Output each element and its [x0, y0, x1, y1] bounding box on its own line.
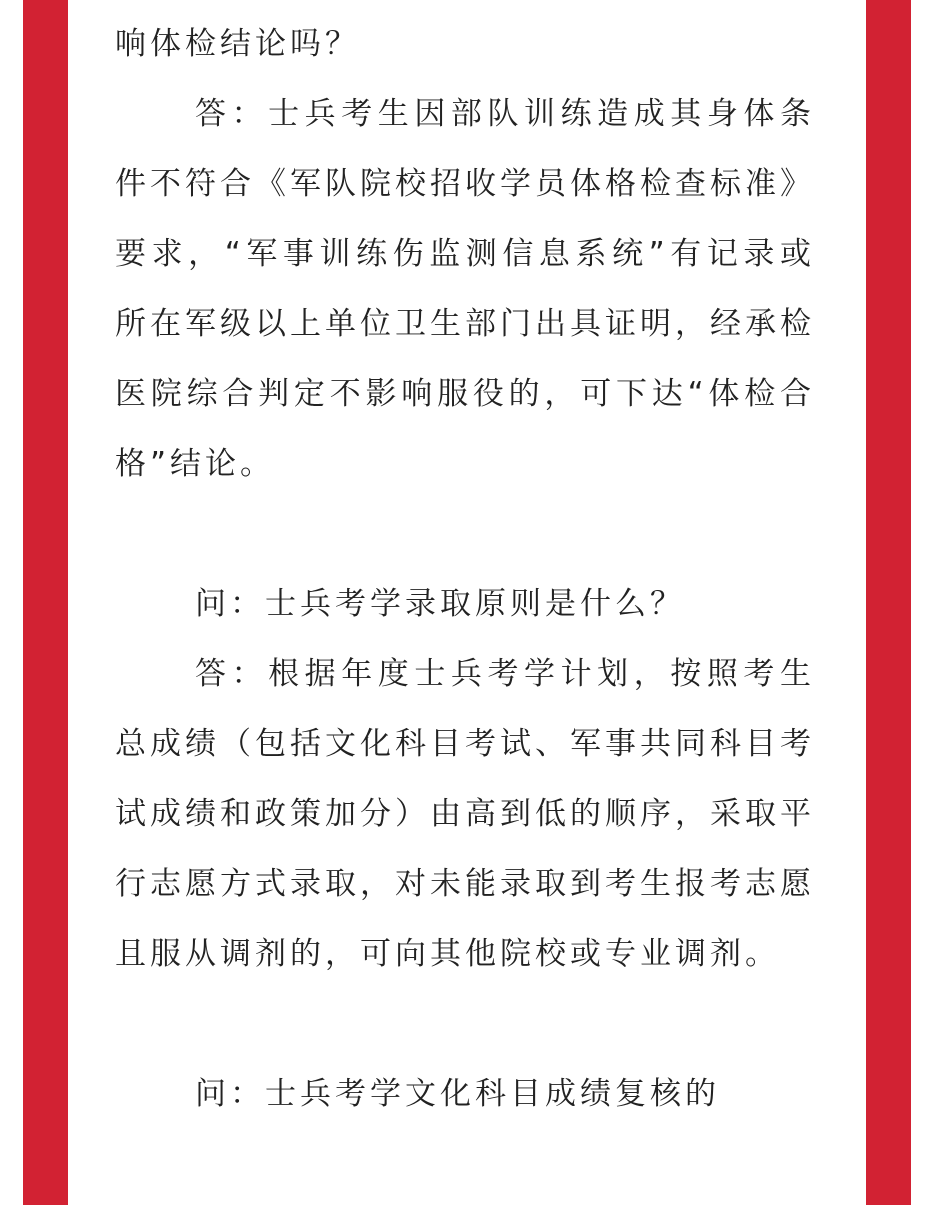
question-paragraph: 问：士兵考学文化科目成绩复核的	[195, 1076, 720, 1112]
answer-paragraph: 答：士兵考生因部队训练造成其身体条件不符合《军队院校招收学员体格检查标准》要求，“军事训练伤监测信息系统”有记录或所在军级以上单位卫生部门出具证明，经承检医院综合判定不影响服役的，可下达“体检合格”结论。	[115, 96, 815, 482]
right-decorative-bar	[866, 0, 911, 1205]
left-decorative-bar	[23, 0, 68, 1205]
answer-paragraph: 答：根据年度士兵考学计划，按照考生总成绩（包括文化科目考试、军事共同科目考试成绩和政策加分）由高到低的顺序，采取平行志愿方式录取，对未能录取到考生报考志愿且服从调剂的，可向其他院校或专业调剂。	[115, 656, 815, 972]
question-paragraph: 问：士兵考学录取原则是什么？	[195, 586, 685, 622]
paragraph-gap	[115, 989, 815, 1059]
paragraph-continuation: 响体检结论吗？	[115, 26, 360, 62]
paragraph-gap	[115, 499, 815, 569]
article-body	[115, 9, 815, 1129]
